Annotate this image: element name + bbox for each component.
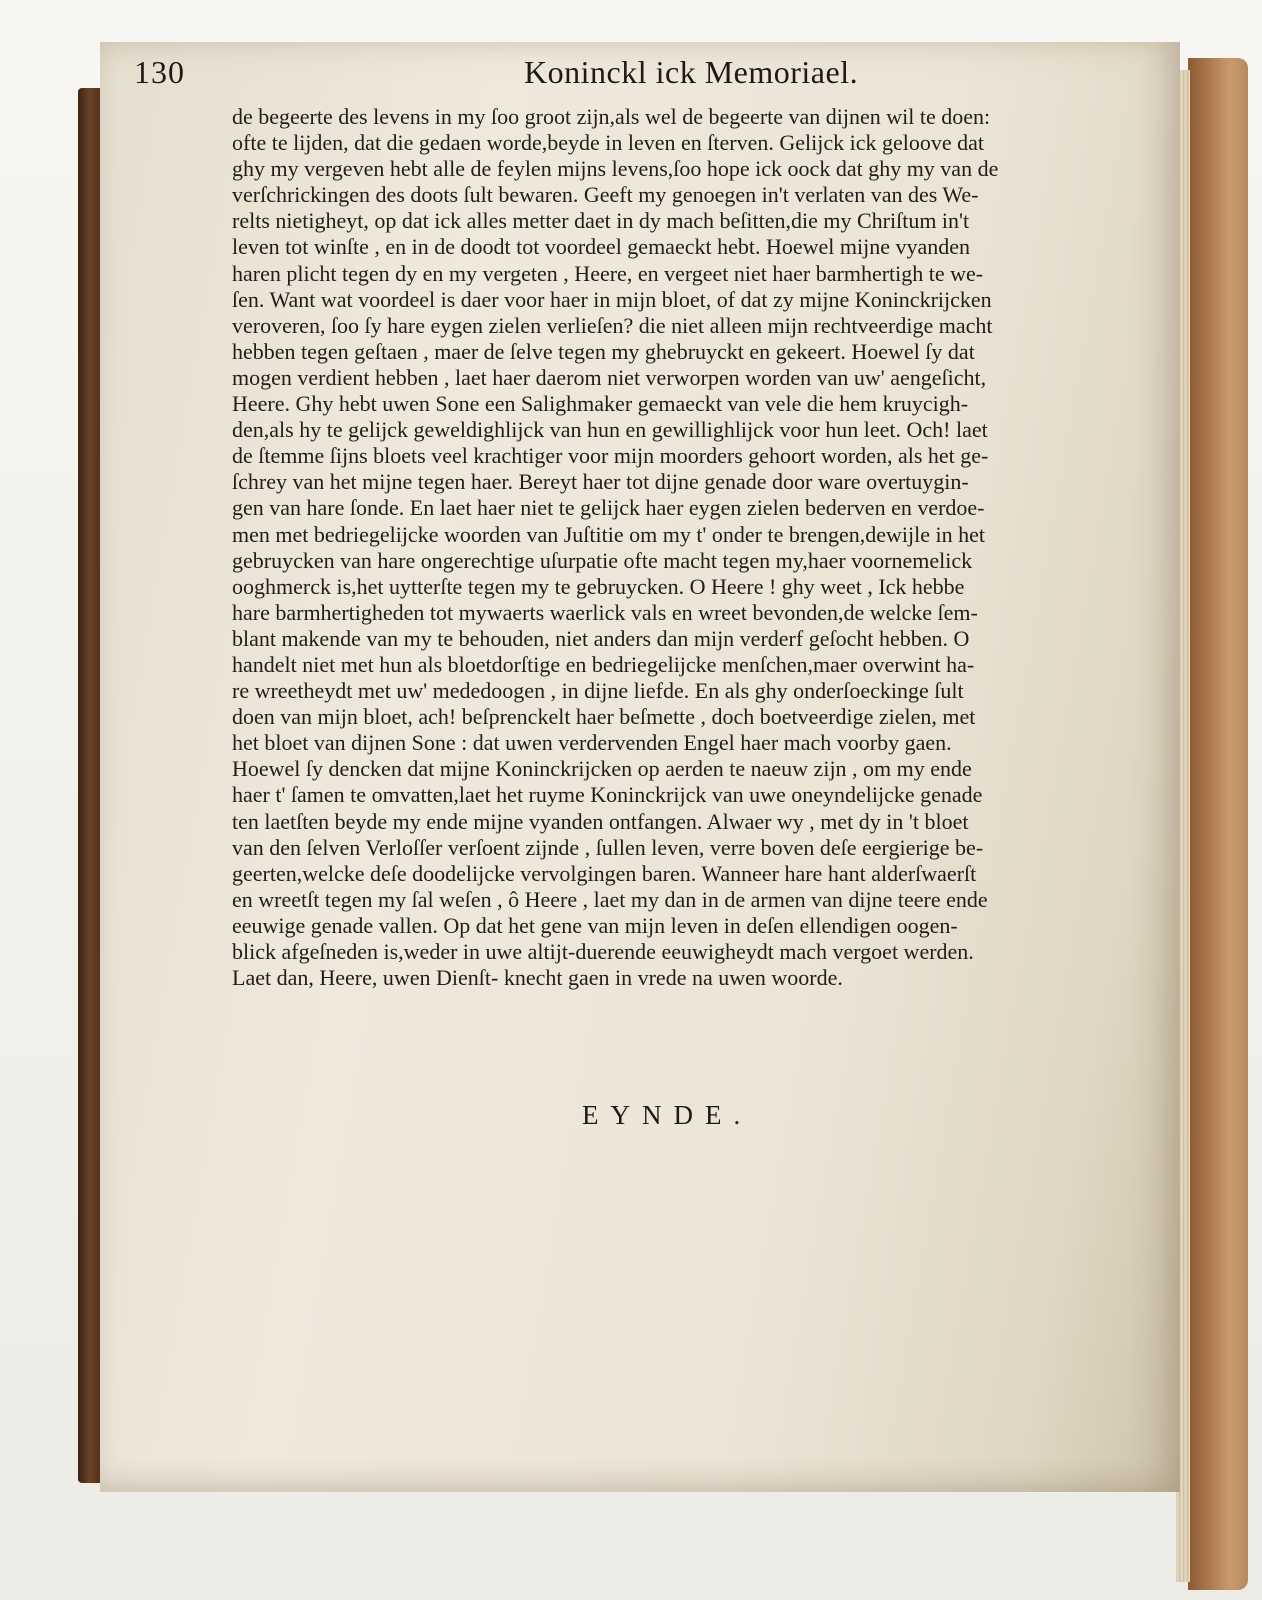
running-head: Koninckl ick Memoriael.: [524, 54, 859, 90]
text-line: Heere. Ghy hebt uwen Sone een Salighmaker gemaeckt van vele die hem kruycigh-: [232, 391, 969, 417]
text-line: gen van hare ſonde. En laet haer niet te gelijck haer eygen zielen bederven en verdoe-: [232, 495, 985, 521]
text-line: ten laetſten beyde my ende mijne vyanden ontfangen. Alwaer wy , met dy in 't bloet: [232, 808, 969, 834]
text-line: blick afgeſneden is,weder in uwe altijt-duerende eeuwigheydt mach vergoet werden.: [232, 939, 974, 964]
page-number: 130: [134, 54, 185, 90]
text-line: den,als hy te gelijck geweldighlijck van hun en gewillighlijck voor hun leet. Och! laet: [232, 417, 988, 443]
finis-label: EYNDE.: [582, 1100, 753, 1130]
page-header: [134, 52, 1174, 100]
text-line: ſchrey van het mijne tegen haer. Bereyt haer tot dijne genade door ware overtuygin-: [232, 469, 969, 495]
book-cover-right: [1188, 58, 1248, 1590]
text-line: ofte te lijden, dat die gedaen worde,beyde in leven en ſterven. Gelijck ick geloove dat: [232, 130, 984, 156]
text-line: gebruycken van hare ongerechtige uſurpatie ofte macht tegen my,haer voornemelick: [232, 547, 973, 573]
text-line: re wreetheydt met uw' mededoogen , in dijne liefde. En als ghy onderſoeckinge ſult: [232, 678, 964, 704]
text-line: relts nietigheyt, op dat ick alles metter daet in dy mach beſitten,die my Chriſtum in't: [232, 208, 970, 234]
text-line: men met bedriegelijcke woorden van Juſtitie om my t' onder te brengen,dewijle in het: [232, 521, 985, 547]
text-line: haren plicht tegen dy en my vergeten , Heere, en vergeet niet haer barmhertigh te we-: [232, 260, 984, 286]
text-line: ſen. Want wat voordeel is daer voor haer in mijn bloet, of dat zy mijne Koninckrijcken: [232, 286, 992, 312]
text-line: handelt niet met hun als bloetdorſtige en bedriegelijcke menſchen,maer overwint ha-: [232, 651, 975, 677]
text-line: Hoewel ſy dencken dat mijne Koninckrijcken op aerden te naeuw zijn , om my ende: [232, 756, 972, 782]
text-line: hare barmhertigheden tot mywaerts waerlick vals en wreet bevonden,de welcke ſem-: [232, 599, 978, 625]
text-line: geerten,welcke deſe doodelijcke vervolgingen baren. Wanneer hare hant alderſwaerſt: [232, 860, 977, 886]
text-line: ghy my vergeven hebt alle de feylen mijns levens,ſoo hope ick oock dat ghy my van de: [232, 156, 999, 182]
text-line: van den ſelven Verloſſer verſoent zijnde , ſullen leven, verre boven deſe eergierige be-: [232, 834, 984, 860]
text-line: blant makende van my te behouden, niet anders dan mijn verderf geſocht hebben. O: [232, 625, 970, 651]
text-line: en wreetſt tegen my ſal weſen , ô Heere , laet my dan in de armen van dijne teere ende: [232, 886, 988, 912]
text-line: eeuwige genade vallen. Op dat het gene van mijn leven in deſen ellendigen oogen-: [232, 912, 958, 938]
text-line: veroveren, ſoo ſy hare eygen zielen verlieſen? die niet alleen mijn rechtveerdige macht: [232, 312, 993, 338]
text-line: het bloet van dijnen Sone : dat uwen verdervenden Engel haer mach voorby gaen.: [232, 730, 952, 756]
text-line: haer t' ſamen te omvatten,laet het ruyme Koninckrijck van uwe oneyndelijcke genade: [232, 782, 983, 808]
body-text: [232, 104, 1162, 991]
text-line: leven tot winſte , en in de doodt tot voordeel gemaeckt hebt. Hoewel mijne vyanden: [232, 234, 971, 260]
text-line: hebben tegen geſtaen , maer de ſelve tegen my ghebruyckt en gekeert. Hoewel ſy dat: [232, 338, 975, 364]
text-line: de ſtemme ſijns bloets veel krachtiger voor mijn moorders gehoort worden, als het ge-: [232, 443, 989, 469]
text-line: Laet dan, Heere, uwen Dienſt- knecht gaen in vrede na uwen woorde.: [232, 965, 843, 991]
text-line: mogen verdient hebben , laet haer daerom niet verworpen worden van uw' aengeſicht,: [232, 364, 987, 390]
text-line: verſchrickingen des doots ſult bewaren. Geeft my genoegen in't verlaten van des We-: [232, 182, 979, 208]
text-line: ooghmerck is,het uytterſte tegen my te gebruycken. O Heere ! ghy weet , Ick hebbe: [232, 573, 965, 599]
text-line: doen van mijn bloet, ach! beſprenckelt haer beſmette , doch boetveerdige zielen, met: [232, 704, 976, 730]
text-line: de begeerte des levens in my ſoo groot zijn,als wel de begeerte van dijnen wil te doen:: [232, 104, 991, 129]
